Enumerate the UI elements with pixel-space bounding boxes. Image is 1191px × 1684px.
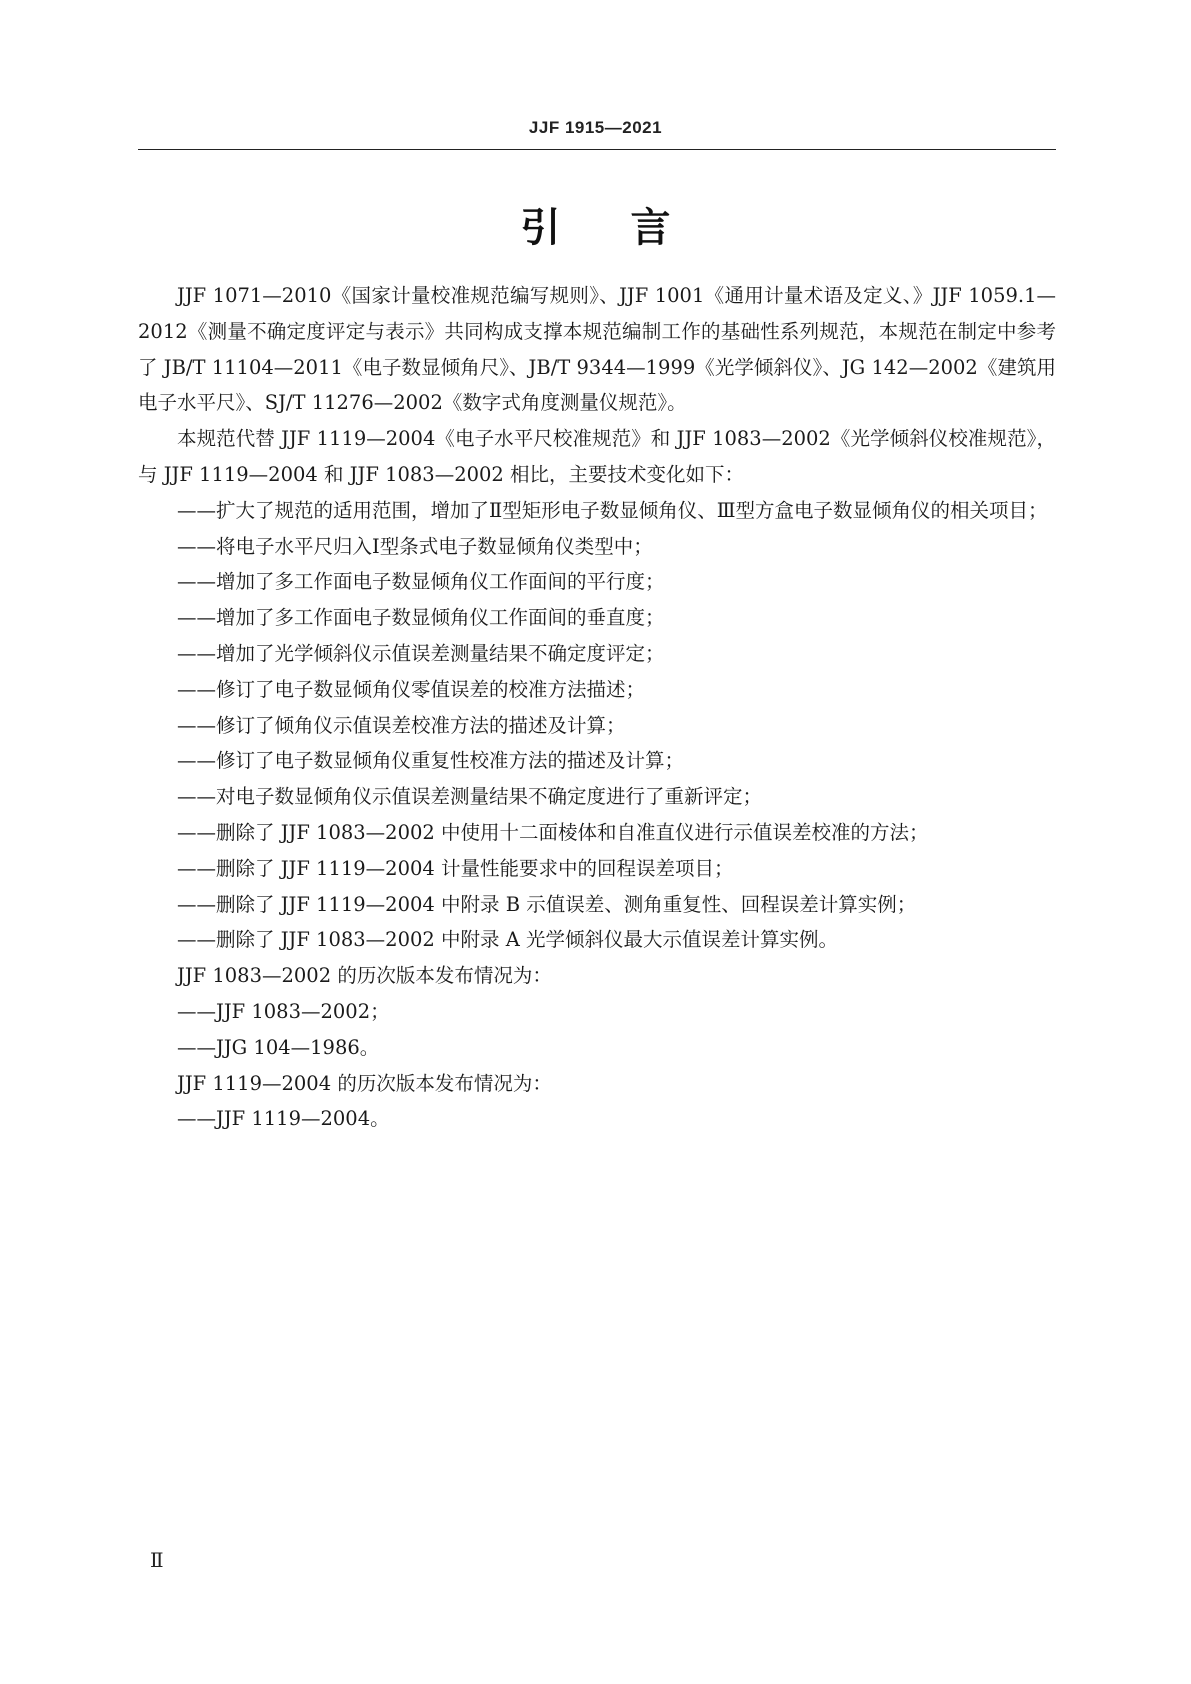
- page-title-char-1: 引: [520, 205, 561, 251]
- list-item: ——JJG 104—1986。: [177, 1035, 380, 1059]
- list-item: ——增加了多工作面电子数显倾角仪工作面间的垂直度；: [177, 606, 665, 630]
- header-divider: [138, 149, 1056, 150]
- list-item: ——JJF 1083—2002；: [177, 999, 390, 1023]
- body-text: [138, 278, 1056, 1137]
- list-item: ——增加了光学倾斜仪示值误差测量结果不确定度评定；: [177, 641, 665, 665]
- list-item: ——删除了 JJF 1083—2002 中使用十二面棱体和自准直仪进行示值误差校准的方法；: [177, 820, 929, 844]
- paragraph: 本规范代替 JJF 1119—2004《电子水平尺校准规范》和 JJF 1083—2002《光学倾斜仪校准规范》，与 JJF 1119—2004 和 JJF 1083—2002 相比，主要技术变化如下：: [138, 427, 1056, 486]
- list-item: ——增加了多工作面电子数显倾角仪工作面间的平行度；: [177, 570, 665, 594]
- paragraph: JJF 1071—2010《国家计量校准规范编写规则》、JJF 1001《通用计量术语及定义、》JJF 1059.1—2012《测量不确定度评定与表示》共同构成支撑本规范编制工作的基础性系列规范，本规范在制定中参考了 JB/T 11104—2011《电子数显倾角尺》、JB/T 9344—1999《光学倾斜仪》、JG 142—2002《建筑用电子水平尺》、SJ/T 11276—2002《数字式角度测量仪规范》。: [138, 284, 1056, 415]
- page-number: Ⅱ: [150, 1548, 164, 1572]
- list-item: ——JJF 1119—2004。: [177, 1107, 390, 1131]
- list-item: ——修订了电子数显倾角仪零值误差的校准方法描述；: [177, 677, 646, 701]
- list-item: ——将电子水平尺归入Ⅰ型条式电子数显倾角仪类型中；: [177, 534, 653, 558]
- list-item: ——删除了 JJF 1083—2002 中附录 A 光学倾斜仪最大示值误差计算实例。: [177, 928, 838, 952]
- list-item: ——删除了 JJF 1119—2004 计量性能要求中的回程误差项目；: [177, 856, 734, 880]
- paragraph: JJF 1119—2004 的历次版本发布情况为：: [177, 1071, 552, 1095]
- list-item: ——扩大了规范的适用范围，增加了Ⅱ型矩形电子数显倾角仪、Ⅲ型方盒电子数显倾角仪的相关项目；: [177, 498, 1048, 522]
- page-title: [0, 196, 1191, 253]
- list-item: ——修订了倾角仪示值误差校准方法的描述及计算；: [177, 713, 626, 737]
- list-item: ——删除了 JJF 1119—2004 中附录 B 示值误差、测角重复性、回程误差计算实例；: [177, 892, 917, 916]
- paragraph: JJF 1083—2002 的历次版本发布情况为：: [177, 964, 552, 988]
- list-item: ——对电子数显倾角仪示值误差测量结果不确定度进行了重新评定；: [177, 785, 763, 809]
- document-code-header: JJF 1915—2021: [528, 118, 663, 137]
- list-item: ——修订了电子数显倾角仪重复性校准方法的描述及计算；: [177, 749, 685, 773]
- page-title-char-2: 言: [630, 205, 671, 251]
